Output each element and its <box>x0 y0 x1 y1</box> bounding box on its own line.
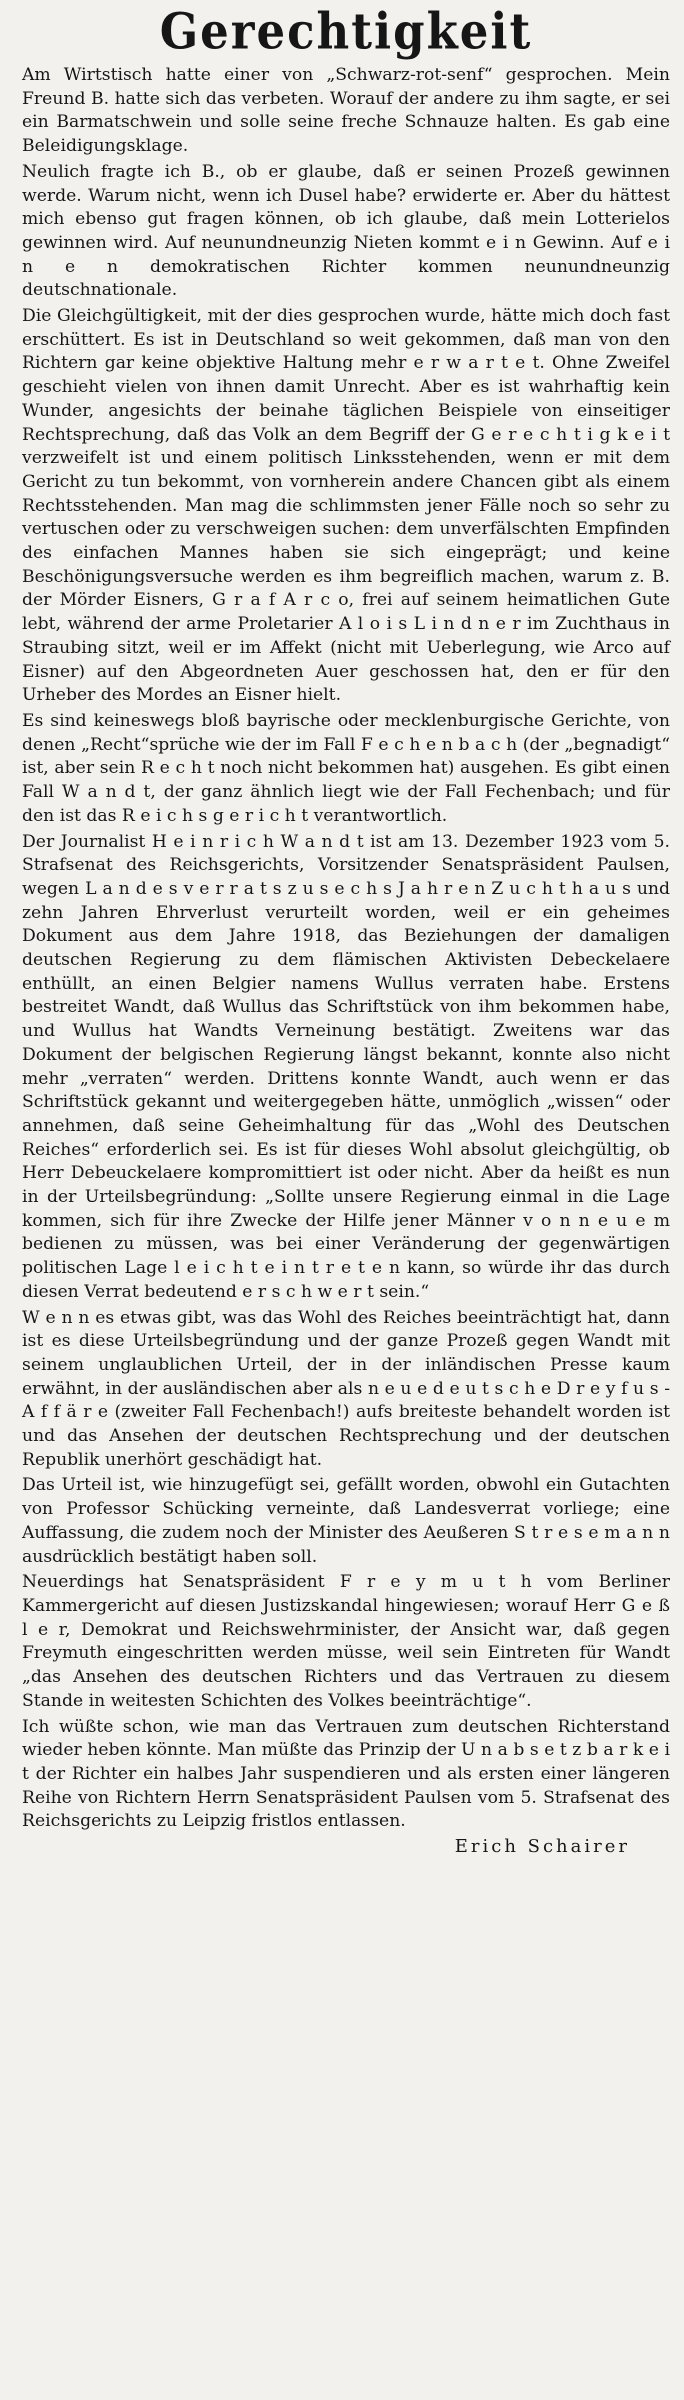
paragraph-1: Am Wirtstisch hatte einer von „Schwarz-rot-senf“ gesprochen. Mein Freund B. hatte sich das verbeten. Worauf der andere zu ihm sagte, er sei ein Barmatschwein und solle seine freche Schnauze halten. Es gab eine Beleidigungsklage. <box>22 65 670 157</box>
author-signature: Erich Schairer <box>454 1836 630 1858</box>
paragraph-5: Der Journalist H e i n r i c h W a n d t ist am 13. Dezember 1923 vom 5. Strafsenat des Reichsgerichts, Vorsitzender Senatspräsident Paulsen, wegen L a n d e s v e r r a t s z u s e c h s J a h r e n Z u c h t h a u s und zehn Jahren Ehrverlust verurteilt worden, weil er ein geheimes Dokument aus dem Jahre 1918, das Beziehungen der damaligen deutschen Regierung zu dem flämischen Aktivisten Debeckelaere enthüllt, an einen Belgier namens Wullus verraten habe. Erstens bestreitet Wandt, daß Wullus das Schriftstück von ihm bekommen habe, und Wullus hat Wandts Verneinung bestätigt. Zweitens war das Dokument der belgischen Regierung längst bekannt, konnte also nicht mehr „verraten“ werden. Drittens konnte Wandt, auch wenn er das Schriftstück gekannt und weitergegeben hätte, unmöglich „wissen“ oder annehmen, daß seine Geheimhaltung für das „Wohl des Deutschen Reiches“ erforderlich sei. Es ist für dieses Wohl absolut gleichgültig, ob Herr Debeuckelaere kompromittiert ist oder nicht. Aber da heißt es nun in der Urteilsbegründung: „Sollte unsere Regierung einmal in die Lage kommen, sich für ihre Zwecke der Hilfe jener Männer v o n n e u e m bedienen zu müssen, was bei einer Veränderung der gegenwärtigen politischen Lage l e i c h t e i n t r e t e n kann, so würde ihr das durch diesen Verrat bedeutend e r s c h w e r t sein.“ <box>22 831 670 1302</box>
paragraph-6: W e n n es etwas gibt, was das Wohl des Reiches beeinträchtigt hat, dann ist es diese Urteilsbegründung und der ganze Prozeß gegen Wandt mit seinem unglaublichen Urteil, der in der inländischen Presse kaum erwähnt, in der ausländischen aber als n e u e d e u t s c h e D r e y f u s - A f f ä r e (zweiter Fall Fechenbach!) aufs breiteste behandelt worden ist und das Ansehen der deutschen Rechtsprechung und der deutschen Republik unerhört geschädigt hat. <box>22 1307 670 1470</box>
paragraph-7: Das Urteil ist, wie hinzugefügt sei, gefällt worden, obwohl ein Gutachten von Professor Schücking verneinte, daß Landesverrat vorliege; eine Auffassung, die zudem noch der Minister des Aeußeren S t r e s e m a n n ausdrücklich bestätigt haben soll. <box>22 1475 670 1567</box>
paragraph-4: Es sind keineswegs bloß bayrische oder mecklenburgische Gerichte, von denen „Recht“sprüche wie der im Fall F e c h e n b a c h (der „begnadigt“ ist, aber sein R e c h t noch nicht bekommen hat) ausgehen. Es gibt einen Fall W a n d t, der ganz ähnlich liegt wie der Fall Fechenbach; und für den ist das R e i c h s g e r i c h t verantwortlich. <box>22 710 670 826</box>
article-title: Gerechtigkeit <box>159 2 533 61</box>
paragraph-9: Ich wüßte schon, wie man das Vertrauen zum deutschen Richterstand wieder heben könnte. Man müßte das Prinzip der U n a b s e t z b a r k e i t der Richter ein halbes Jahr suspendieren und als ersten einer längeren Reihe von Richtern Herrn Senatspräsident Paulsen vom 5. Strafsenat des Reichsgerichts zu Leipzig fristlos entlassen. <box>22 1716 670 1832</box>
paragraph-2: Neulich fragte ich B., ob er glaube, daß er seinen Prozeß gewinnen werde. Warum nicht, wenn ich Dusel habe? erwiderte er. Aber du hättest mich ebenso gut fragen können, ob ich glaube, daß mein Lotterielos gewinnen wird. Auf neunundneunzig Nieten kommt e i n Gewinn. Auf e i n e n demokratischen Richter kommen neunundneunzig deutschnationale. <box>22 161 670 301</box>
paragraph-8: Neuerdings hat Senatspräsident F r e y m u t h vom Berliner Kammergericht auf diesen Justizskandal hingewiesen; worauf Herr G e ß l e r, Demokrat und Reichswehrminister, der Ansicht war, daß gegen Freymuth eingeschritten werden müsse, weil sein Eintreten für Wandt „das Ansehen des deutschen Richters und das Vertrauen zu diesem Stande in weitesten Schichten des Volkes beeinträchtige“. <box>22 1572 670 1711</box>
article-body <box>22 64 670 1834</box>
paragraph-3: Die Gleichgültigkeit, mit der dies gesprochen wurde, hätte mich doch fast erschüttert. Es ist in Deutschland so weit gekommen, daß man von den Richtern gar keine objektive Haltung mehr e r w a r t e t. Ohne Zweifel geschieht vielen von ihnen damit Unrecht. Aber es ist wahrhaftig kein Wunder, angesichts der beinahe täglichen Beispiele von einseitiger Rechtsprechung, daß das Volk an dem Begriff der G e r e c h t i g k e i t verzweifelt ist und einem politisch Linksstehenden, wenn er mit dem Gericht zu tun bekommt, von vornherein andere Chancen gibt als einem Rechtsstehenden. Man mag die schlimmsten jener Fälle noch so sehr zu vertuschen oder zu verschweigen suchen: dem unverfälschten Empfinden des einfachen Mannes haben sie sich eingeprägt; und keine Beschönigungsversuche werden es ihm begreiflich machen, warum z. B. der Mörder Eisners, G r a f A r c o, frei auf seinem heimatlichen Gute lebt, während der arme Proletarier A l o i s L i n d n e r im Zuchthaus in Straubing sitzt, weil er im Affekt (nicht mit Ueberlegung, wie Arco auf Eisner) auf den Abgeordneten Auer geschossen hat, den er für den Urheber des Mordes an Eisner hielt. <box>22 306 670 706</box>
